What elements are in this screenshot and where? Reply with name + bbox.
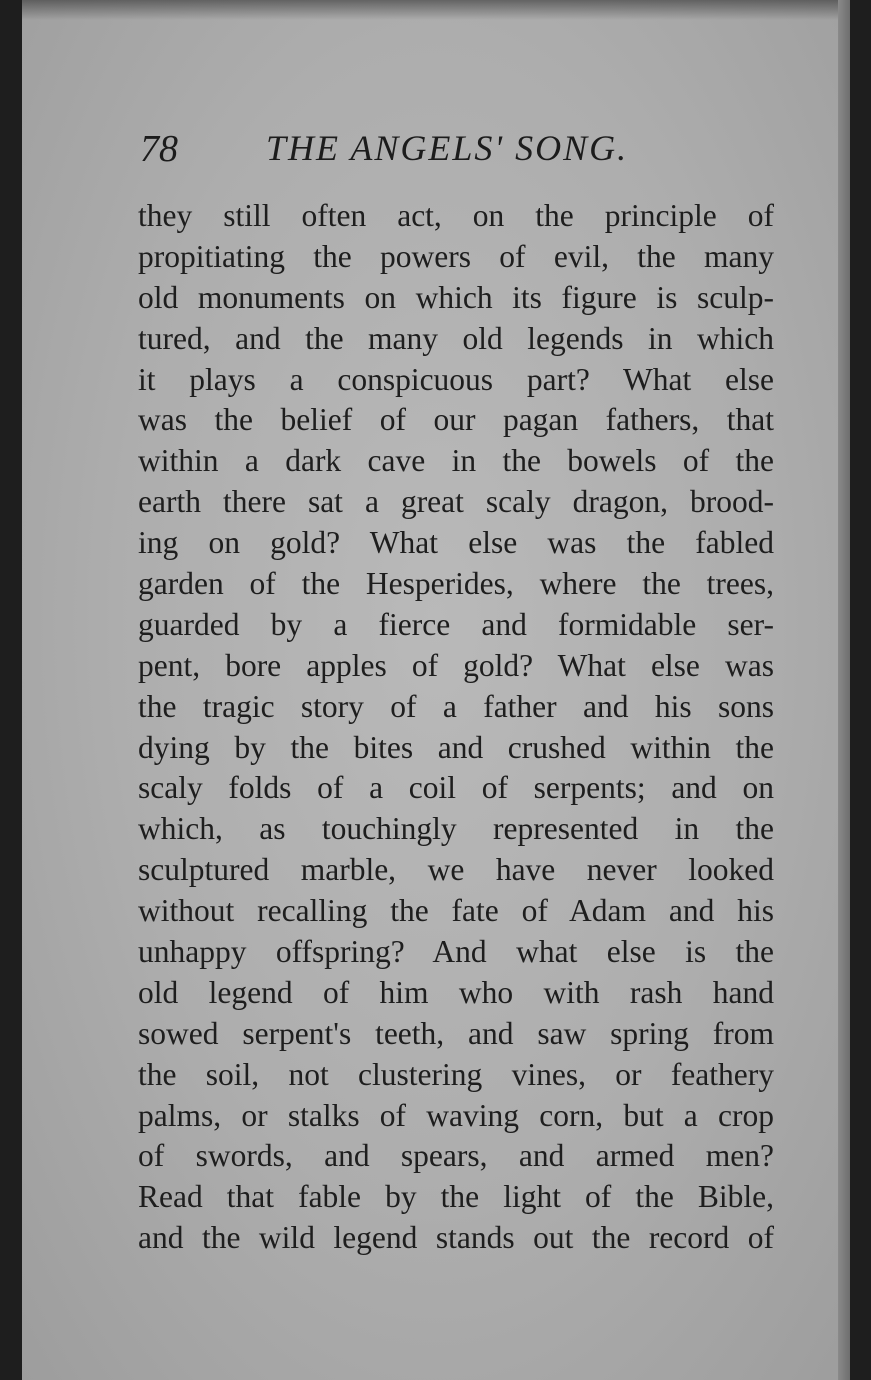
text-line: dying by the bites and crushed within the: [138, 729, 774, 765]
text-line: was the belief of our pagan fathers, that: [138, 402, 774, 438]
text-line: the soil, not clustering vines, or feathery: [138, 1056, 774, 1092]
text-line: sculptured marble, we have never looked: [138, 852, 774, 888]
scan-shadow: [22, 0, 850, 20]
text-line: within a dark cave in the bowels of the: [138, 443, 774, 479]
text-line: the tragic story of a father and his sons: [138, 688, 774, 724]
text-line: propitiating the powers of evil, the many: [138, 238, 774, 274]
text-line: they still often act, on the principle of: [138, 198, 774, 233]
text-line: garden of the Hesperides, where the trees,: [138, 566, 774, 602]
text-line: and the wild legend stands out the record of: [138, 1220, 774, 1256]
text-line: pent, bore apples of gold? What else was: [138, 647, 774, 683]
text-line: it plays a conspicuous part? What else: [138, 361, 774, 397]
page-edge: [838, 0, 850, 1380]
text-line: which, as touchingly represented in the: [138, 811, 774, 847]
text-line: guarded by a fierce and formidable ser-: [138, 606, 774, 642]
text-line: Read that fable by the light of the Bible,: [138, 1179, 774, 1215]
text-line: old legend of him who with rash hand: [138, 974, 774, 1010]
book-page: [22, 0, 850, 1380]
text-line: old monuments on which its figure is sculp-: [138, 279, 774, 315]
text-line: scaly folds of a coil of serpents; and on: [138, 770, 774, 806]
text-line: palms, or stalks of waving corn, but a crop: [138, 1097, 774, 1133]
page-number: 78: [140, 128, 178, 170]
text-line: without recalling the fate of Adam and his: [138, 893, 774, 929]
text-line: earth there sat a great scaly dragon, brood-: [138, 484, 774, 520]
text-line: sowed serpent's teeth, and saw spring from: [138, 1015, 774, 1051]
text-line: unhappy offspring? And what else is the: [138, 934, 774, 970]
running-title: THE ANGELS' SONG.: [266, 128, 629, 168]
text-line: ing on gold? What else was the fabled: [138, 525, 774, 561]
text-line: tured, and the many old legends in which: [138, 320, 774, 356]
page-header: [140, 127, 700, 175]
text-line: of swords, and spears, and armed men?: [138, 1138, 774, 1174]
body-text: [138, 196, 774, 1259]
